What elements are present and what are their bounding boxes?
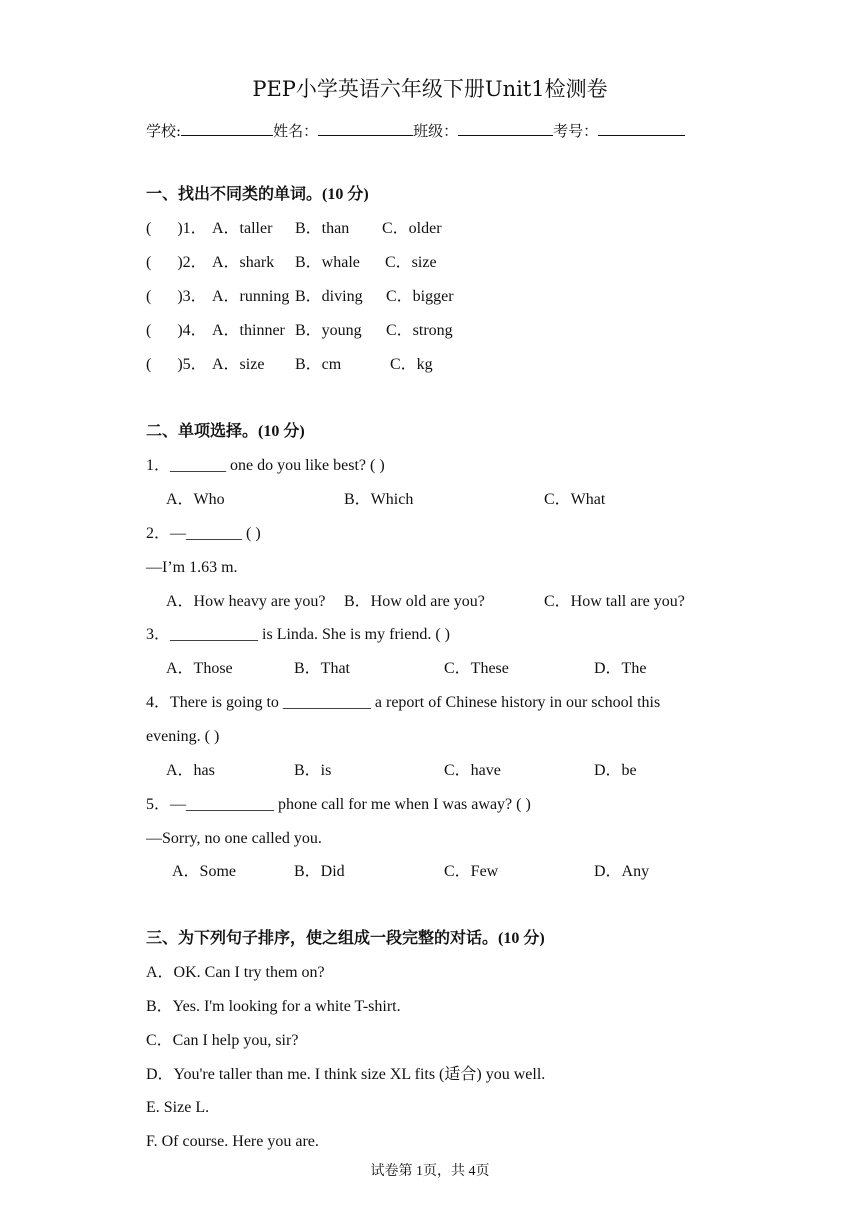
q5-option-a: A．Some	[172, 863, 237, 880]
question-4: 4．There is going to ___________ a report of Chinese history in our school this	[146, 694, 661, 711]
q4-option-b: B．is	[294, 762, 332, 779]
question-3: 3．___________ is Linda. She is my friend. ( )	[146, 626, 450, 643]
option-b: B．young	[295, 322, 362, 339]
q5-option-c: C．Few	[444, 863, 499, 880]
q2-option-a: A．How heavy are you?	[166, 593, 326, 610]
list-item: ( )3．	[146, 288, 207, 305]
option-a: A．size	[212, 356, 265, 373]
option-a: A．running	[212, 288, 290, 305]
q5-reply: —Sorry, no one called you.	[146, 830, 322, 847]
q1-option-b: B．Which	[344, 491, 414, 508]
q3-option-a: A．Those	[166, 660, 233, 677]
class-field[interactable]	[458, 119, 553, 136]
q3-option-d: D．The	[594, 660, 647, 677]
option-a: A．shark	[212, 254, 275, 271]
header-fields	[146, 119, 685, 141]
exam-no-field[interactable]	[598, 119, 685, 136]
list-item: ( )2．	[146, 254, 207, 271]
option-b: B．whale	[295, 254, 360, 271]
option-a: A．thinner	[212, 322, 285, 339]
q2-option-c: C．How tall are you?	[544, 593, 685, 610]
dialogue-line-d: D．You're taller than me. I think size XL fits (适合) you well.	[146, 1066, 546, 1083]
q1-option-c: C．What	[544, 491, 606, 508]
school-field[interactable]	[181, 119, 273, 136]
option-c: C．older	[382, 220, 442, 237]
q3-option-b: B．That	[294, 660, 350, 677]
option-b: B．cm	[295, 356, 342, 373]
list-item: ( )4．	[146, 322, 207, 339]
q1-option-a: A．Who	[166, 491, 225, 508]
list-item: ( )5．	[146, 356, 207, 373]
option-c: C．kg	[390, 356, 433, 373]
name-field[interactable]	[318, 119, 413, 136]
q4-option-c: C．have	[444, 762, 501, 779]
question-5: 5．—___________ phone call for me when I was away? ( )	[146, 796, 531, 813]
page-title: PEP小学英语六年级下册Unit1检测卷	[252, 77, 608, 101]
option-a: A．taller	[212, 220, 273, 237]
option-c: C．size	[385, 254, 437, 271]
q4-option-a: A．has	[166, 762, 215, 779]
question-1: 1．_______ one do you like best? ( )	[146, 457, 385, 474]
dialogue-line-a: A．OK. Can I try them on?	[146, 964, 325, 981]
question-2: 2．—_______ ( )	[146, 525, 261, 542]
dialogue-line-c: C．Can I help you, sir?	[146, 1032, 299, 1049]
option-c: C．strong	[386, 322, 453, 339]
q2-reply: —I’m 1.63 m.	[146, 559, 238, 576]
option-b: B．diving	[295, 288, 363, 305]
section2-title: 二、单项选择。(10 分)	[146, 423, 305, 440]
section3-title: 三、为下列句子排序，使之组成一段完整的对话。(10 分)	[146, 930, 545, 947]
list-item: ( )1．	[146, 220, 207, 237]
option-b: B．than	[295, 220, 350, 237]
dialogue-line-b: B．Yes. I'm looking for a white T-shirt.	[146, 998, 401, 1015]
page-footer: 试卷第 1页，共 4页	[370, 1164, 490, 1179]
q4-option-d: D．be	[594, 762, 637, 779]
name-label: 姓名：	[273, 122, 319, 140]
option-c: C．bigger	[386, 288, 454, 305]
exam-no-label: 考号：	[553, 122, 599, 140]
q3-option-c: C．These	[444, 660, 509, 677]
q5-option-b: B．Did	[294, 863, 345, 880]
dialogue-line-f: F. Of course. Here you are.	[146, 1133, 319, 1150]
section1-title: 一、找出不同类的单词。(10 分)	[146, 186, 369, 203]
question-4-line2: evening. ( )	[146, 728, 220, 745]
dialogue-line-e: E. Size L.	[146, 1099, 210, 1116]
q5-option-d: D．Any	[594, 863, 650, 880]
school-label: 学校:	[146, 122, 182, 140]
class-label: 班级：	[413, 122, 459, 140]
q2-option-b: B．How old are you?	[344, 593, 485, 610]
